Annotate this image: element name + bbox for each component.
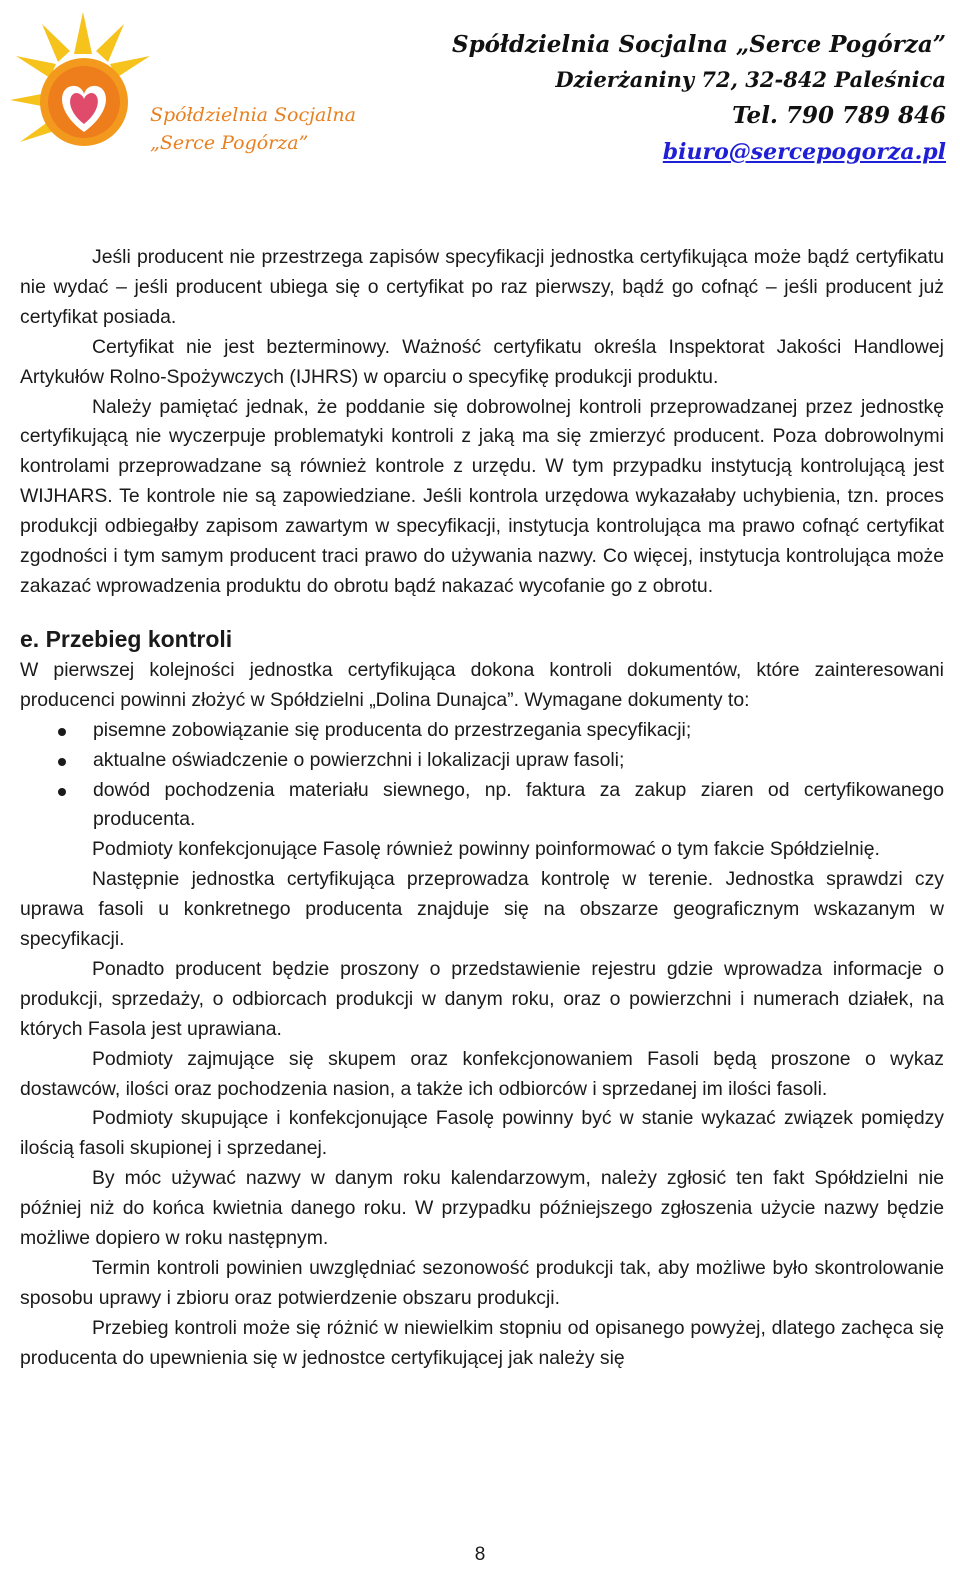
section-heading: e. Przebieg kontroli <box>20 625 233 652</box>
contact-email-link[interactable]: biuro@sercepogorza.pl <box>662 139 946 165</box>
page-number: 8 <box>474 1544 486 1565</box>
sun-heart-logo-icon <box>8 10 158 180</box>
paragraph: Następnie jednostka certyfikująca przeprowadza kontrolę w terenie. Jednostka sprawdzi czy uprawa fasoli u konkretnego producenta znajduje się na obszarze geograficznym wskazanym w specyfikacji. <box>20 868 944 951</box>
bullet-icon <box>58 788 66 796</box>
paragraph: W pierwszej kolejności jednostka certyfikująca dokona kontroli dokumentów, które zainteresowani producenci powinni złożyć w Spółdzielni „Dolina Dunajca”. Wymagane dokumenty to: <box>20 658 944 711</box>
contact-block <box>452 28 946 170</box>
paragraph: Jeśli producent nie przestrzega zapisów specyfikacji jednostka certyfikująca może bądź certyfikatu nie wydać – jeśli producent ubiega się o certyfikat po raz pierwszy, bądź go cofnąć – jeśli producent już certyfikat posiada. <box>20 246 944 328</box>
paragraph: By móc używać nazwy w danym roku kalendarzowym, należy zgłosić ten fakt Spółdzielni nie później niż do końca kwietnia danego roku. W przypadku późniejszego zgłoszenia użycie nazwy będzie możliwe dopiero w roku następnym. <box>20 1167 944 1250</box>
list-item: aktualne oświadczenie o powierzchni i lokalizacji upraw fasoli; <box>20 746 944 776</box>
letterhead <box>0 0 960 190</box>
logo-text-quote: „Serce Pogórza” <box>150 132 309 154</box>
paragraph: Przebieg kontroli może się różnić w niewielkim stopniu od opisanego powyżej, dlatego zachęca się producenta do upewnienia się w jednostce certyfikującej jak należy się <box>20 1316 944 1369</box>
document-body <box>20 243 944 1374</box>
paragraph: Należy pamiętać jednak, że poddanie się dobrowolnej kontroli przeprowadzanej przez jednostkę certyfikującą nie wyczerpuje problematyki kontroli z jaką ma się zmierzyć producent. Poza dobrowolnymi kontrolami przeprowadzane są również kontrole z urzędu. W tym przypadku instytucją kontrolującą jest WIJHARS. Te kontrole nie są zapowiedziane. Jeśli kontrola urzędowa wykazałaby uchybienia, tzn. proces produkcji odbiegałby zapisom zawartym w specyfikacji, instytucja kontrolująca ma prawo cofnąć certyfikat zgodności i tym samym producent traci prawo do używania nazwy. Co więcej, instytucja kontrolująca może zakazać wprowadzenia produktu do obrotu bądź nakazać wycofanie go z obrotu. <box>20 395 944 597</box>
paragraph: Podmioty zajmujące się skupem oraz konfekcjonowaniem Fasoli będą proszone o wykaz dostawców, ilości oraz pochodzenia nasion, a także ich odbiorców i sprzedanej im ilości fasoli. <box>20 1047 944 1100</box>
bullet-icon <box>58 758 66 766</box>
paragraph: Podmioty konfekcjonujące Fasolę również powinny poinformować o tym fakcie Spółdzielnię. <box>92 838 880 861</box>
paragraph: Termin kontroli powinien uwzględniać sezonowość produkcji tak, aby możliwe było skontrolowanie sposobu uprawy i zbioru oraz potwierdzenie obszaru produkcji. <box>20 1257 944 1309</box>
contact-name: Spółdzielnia Socjalna „Serce Pogórza” <box>451 31 946 58</box>
paragraph: Ponadto producent będzie proszony o przedstawienie rejestru gdzie wprowadza informacje o produkcji, sprzedaży, o odbiorcach produkcji w danym roku, oraz o powierzchni i numerach działek, na których Fasola jest uprawiana. <box>20 957 944 1040</box>
list-item: pisemne zobowiązanie się producenta do przestrzegania specyfikacji; <box>20 716 944 746</box>
paragraph: Certyfikat nie jest bezterminowy. Ważność certyfikatu określa Inspektorat Jakości Handlowej Artykułów Rolno-Spożywczych (IJHRS) w oparciu o specyfikę produkcji produktu. <box>20 335 944 388</box>
contact-phone: Tel. 790 789 846 <box>732 102 946 129</box>
bullet-icon <box>58 728 66 736</box>
contact-address: Dzierżaniny 72, 32-842 Paleśnica <box>555 67 946 92</box>
paragraph: Podmioty skupujące i konfekcjonujące Fasolę powinny być w stanie wykazać związek pomiędzy ilością fasoli skupionej i sprzedanej. <box>20 1107 944 1160</box>
required-documents-list <box>20 716 944 836</box>
logo-text-name: Spółdzielnia Socjalna <box>150 104 356 126</box>
list-item: dowód pochodzenia materiału siewnego, np. faktura za zakup ziaren od certyfikowanego producenta. <box>20 776 944 836</box>
logo <box>8 10 356 180</box>
